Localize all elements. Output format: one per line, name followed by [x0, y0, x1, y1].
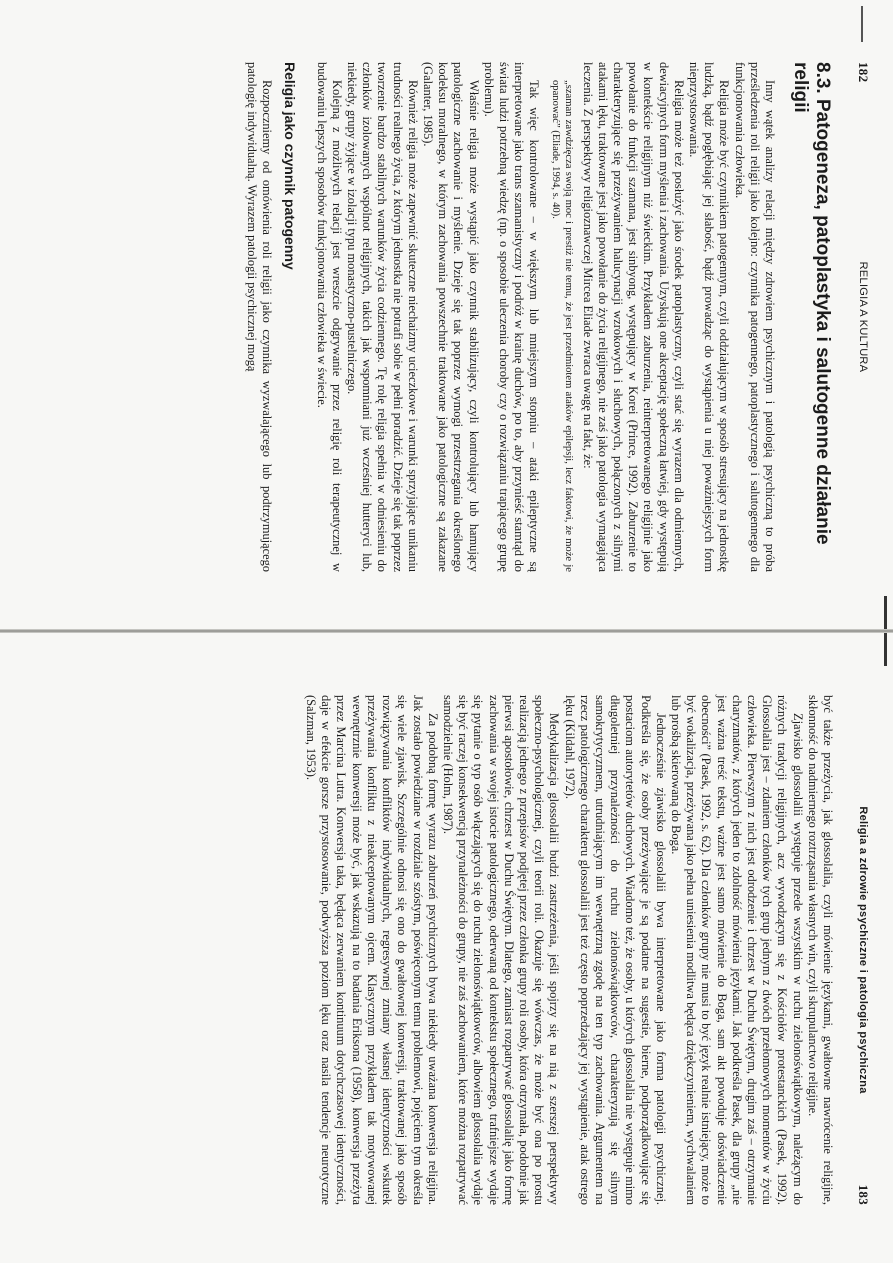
paragraph: Kolejną z możliwych relacji jest wreszcie odgrywanie przez religię roli terapeutycznej w budowaniu lepszych sposobów funkcjonowania człowieka w świecie.	[314, 62, 344, 572]
running-head-right	[853, 695, 871, 1205]
page-182	[0, 0, 893, 630]
block-quote: „szaman zawdzięcza swoją moc i prestiż nie temu, że jest przedmiotem ataków epilepsji, lecz faktowi, że może je opanować” (Eliade, 1994, s. 40).	[550, 80, 575, 572]
paragraph: Religia może być czynnikiem patogennym, czyli oddziałującym w sposób stresujący na jednostkę ludzką, bądź pogłębiając jej słabość, bądź prowadząc do wystąpienia u niej poważniejszych form nieprzystosowania.	[686, 62, 732, 572]
page-number: 183	[856, 1184, 871, 1205]
paragraph: Tak więc kontrolowane – w większym lub mniejszym stopniu – ataki epileptyczne są interpretowane jako trans szamanistyczny i podróż w krainę duchów, po to, aby przynieść stamtąd do świata ludzi potrzebną wiedzę (np. o sposobie uleczenia choroby czy o rozwiązaniu trapiącego grupę problemu).	[481, 62, 542, 572]
paragraph: Medykalizacja glossolalii budzi zastrzeżenia, jeśli spojrzy się na nią z szerszej perspektywy społeczno-psychologicznej, czyli teorii roli. Okazuje się wówczas, że może być ona po prostu realizacją jednego z przepisów podjętej przez członka grupy roli osoby, która otrzymała, podobnie jak pierwsi apostołowie, chrzest w Duchu Świętym. Dlatego, zamiast rozpatrywać glossolalię jako formę zachowania w swojej istocie patologicznego, oderwaną od kontekstu społecznego, trafniejsze wydaje się pytanie o typ osób włączających się do ruchu zielonoświątkowców, albowiem glossolalia wydaje się być raczej konsekwencją przynależności do grupy, nie zaś zachowaniem, które można rozpatrywać samodzielnie (Holm, 1987).	[440, 695, 562, 1205]
running-title: Religia a zdrowie psychiczne i patologia psychiczna	[857, 806, 869, 1094]
page-number: 182	[856, 62, 871, 83]
subsection-heading: Religia jako czynnik patogenny	[282, 62, 299, 270]
paragraph: Również religia może zapewnić skuteczne niechaizmy ucieczkowe i warunki sprzyjające unikaniu trudności realnego życia, z którym jednostka nie potrafi sobie w pełni poradzić. Dzieje się tak poprzez tworzenie bardzo stabilnych warunków życia codziennego. Tę rolę religia spełnia w odniesieniu do członków izolowanych wspólnot religijnych, takich jak wspomniani już wcześniej hutteryci lub, niekiedy, grupy żyjące w izolacji typu monastyczno-pustelniczego.	[344, 62, 420, 572]
running-title: RELIGIA A KULTURA	[857, 261, 869, 373]
paragraph: Za podobną formę wyrazu zaburzeń psychicznych bywa niekiedy uważana konwersja religijna. Jak zostało powiedziane w rozdziale szóstym, poświęconym temu problemowi, pojęciem tym określa się wiele zjawisk. Szczególnie odnosi się ono do gwałtownej konwersji, traktowanej jako sposób rozwiązywania konfliktów indywidualnych, regresywnej zmiany własnej identyczności wskutek przeżywania konfliktu z nieakceptowanym ojcem. Klasycznym przykładem tak motywowanej wewnętrznie konwersji może być, jak wskazują na to badania Eriksona (1958), konwersja przeżyta przez Marcina Lutra. Konwersja taka, będąca zerwaniem kontinuum dotychczasowej identyczności, daje w efekcie gorsze przystosowanie, podwyższa poziom lęku oraz nasila tendencje neurotyczne (Salzman, 1953).	[304, 695, 440, 1205]
page-183	[0, 633, 893, 1263]
running-head-left	[853, 62, 871, 572]
paragraph-continued: być także przeżycia, jak glossolalia, czyli mówienie językami, gwałtowne nawrócenie religijne, skłonność do nadmiernego roztrząsania własnych win, czyli skrupulanctwo religijne.	[805, 695, 835, 1205]
section-heading: 8.3. Patogeneza, patoplastyka i salutogenne działanie religii	[790, 62, 833, 545]
paragraph: Jednocześnie zjawisko glossolalii bywa interpretowane jako forma patologii psychicznej. Podkreśla się, że osoby przeżywające je są podatne na sugestie, bierne, podporządkowujące się postaciom autorytetów duchowych. Wiadomo też, że osoby, u których glossolalia nie występuje mimo długoletniej przynależności do ruchu zielonoświątkowców, charakteryzują się silnym samokrytycyzmem, utrudniającym im wewnętrzną zgodę na ten typ zachowania. Argumentem na rzecz patologicznego charakteru glossolalii jest też często poprzedzający jej wystąpienie, atak ostrego lęku (Kildahl, 1972).	[562, 695, 668, 1205]
paragraph: Właśnie religia może wystąpić jako czynnik stabilizujący, czyli kontrolujący lub hamujący patologiczne zachowanie i myślenie. Dzieje się tak poprzez wymogi przestrzegania określonego kodeksu moralnego, w którym zachowania powszechnie traktowane jako patologiczne są zakazane (Galanter, 1985).	[420, 62, 481, 572]
paragraph: Religia może też posłużyć jako środek patoplastyczny, czyli stać się wyrazem dla odmiennych, dewiacyjnych form myślenia i zachowania. Uzyskują one akceptację społeczną łatwiej, gdy występują w kontekście religijnym niż świeckim. Przykładem zaburzenia, reinterpretowanego religijnie jako powołanie do funkcji szamana, jest sinbyong, występujący w Korei (Prince, 1992). Zaburzenie to charakteryzujące się przeżywaniem halucynacji wzrokowych i słuchowych, połączonych z silnymi atakami lęku, traktowane jest jako powołanie do życia religijnego, nie zaś jako patologia wymagająca leczenia. Z perspektywy religioznawczej Mircea Eliade zwraca uwagę na fakt, że:	[580, 62, 686, 572]
paragraph: Zjawisko glossolalii występuje przede wszystkim w ruchu zielonoświątkowym, należącym do różnych tradycji religijnych, acz wywodzącym się z Kościołów protestanckich (Pasek, 1992). Glossolalia jest – zdaniem członków tych grup jednym z dwóch przełomowych momentów w życiu człowieka. Pierwszym z nich jest odrodzenie i chrzest w Duchu Świętym, drugim zaś – otrzymanie charyzmatów, z których jeden to zdolność mówienia językami. Jak podkreśla Pasek, dla grupy „nie jest ważna treść tekstu, ważne jest samo mówienie do Boga, sam akt powoduje doświadczenie obecności” (Pasek, 1992, s. 62). Dla członków grupy nie musi to być język realnie istniejący, może to być wokalizacja, przeżywana jako pełna uniesienia modlitwa będąca dziękczynieniem, wychwalaniem lub prośbą skierowaną do Boga.	[668, 695, 805, 1205]
paragraph: Inny wątek analizy relacji między zdrowiem psychicznym i patologią psychiczną to próba prześledzenia roli religii jako kolejno: czynnika patogennego, patoplastycznego i salutogennego dla funkcjonowania człowieka.	[732, 62, 777, 572]
paragraph: Rozpoczniemy od omówienia roli religii jako czynnika wyzwalającego lub podtrzymującego patologię indywidualną. Wyrazem patologii psychicznej mogą	[244, 62, 275, 572]
